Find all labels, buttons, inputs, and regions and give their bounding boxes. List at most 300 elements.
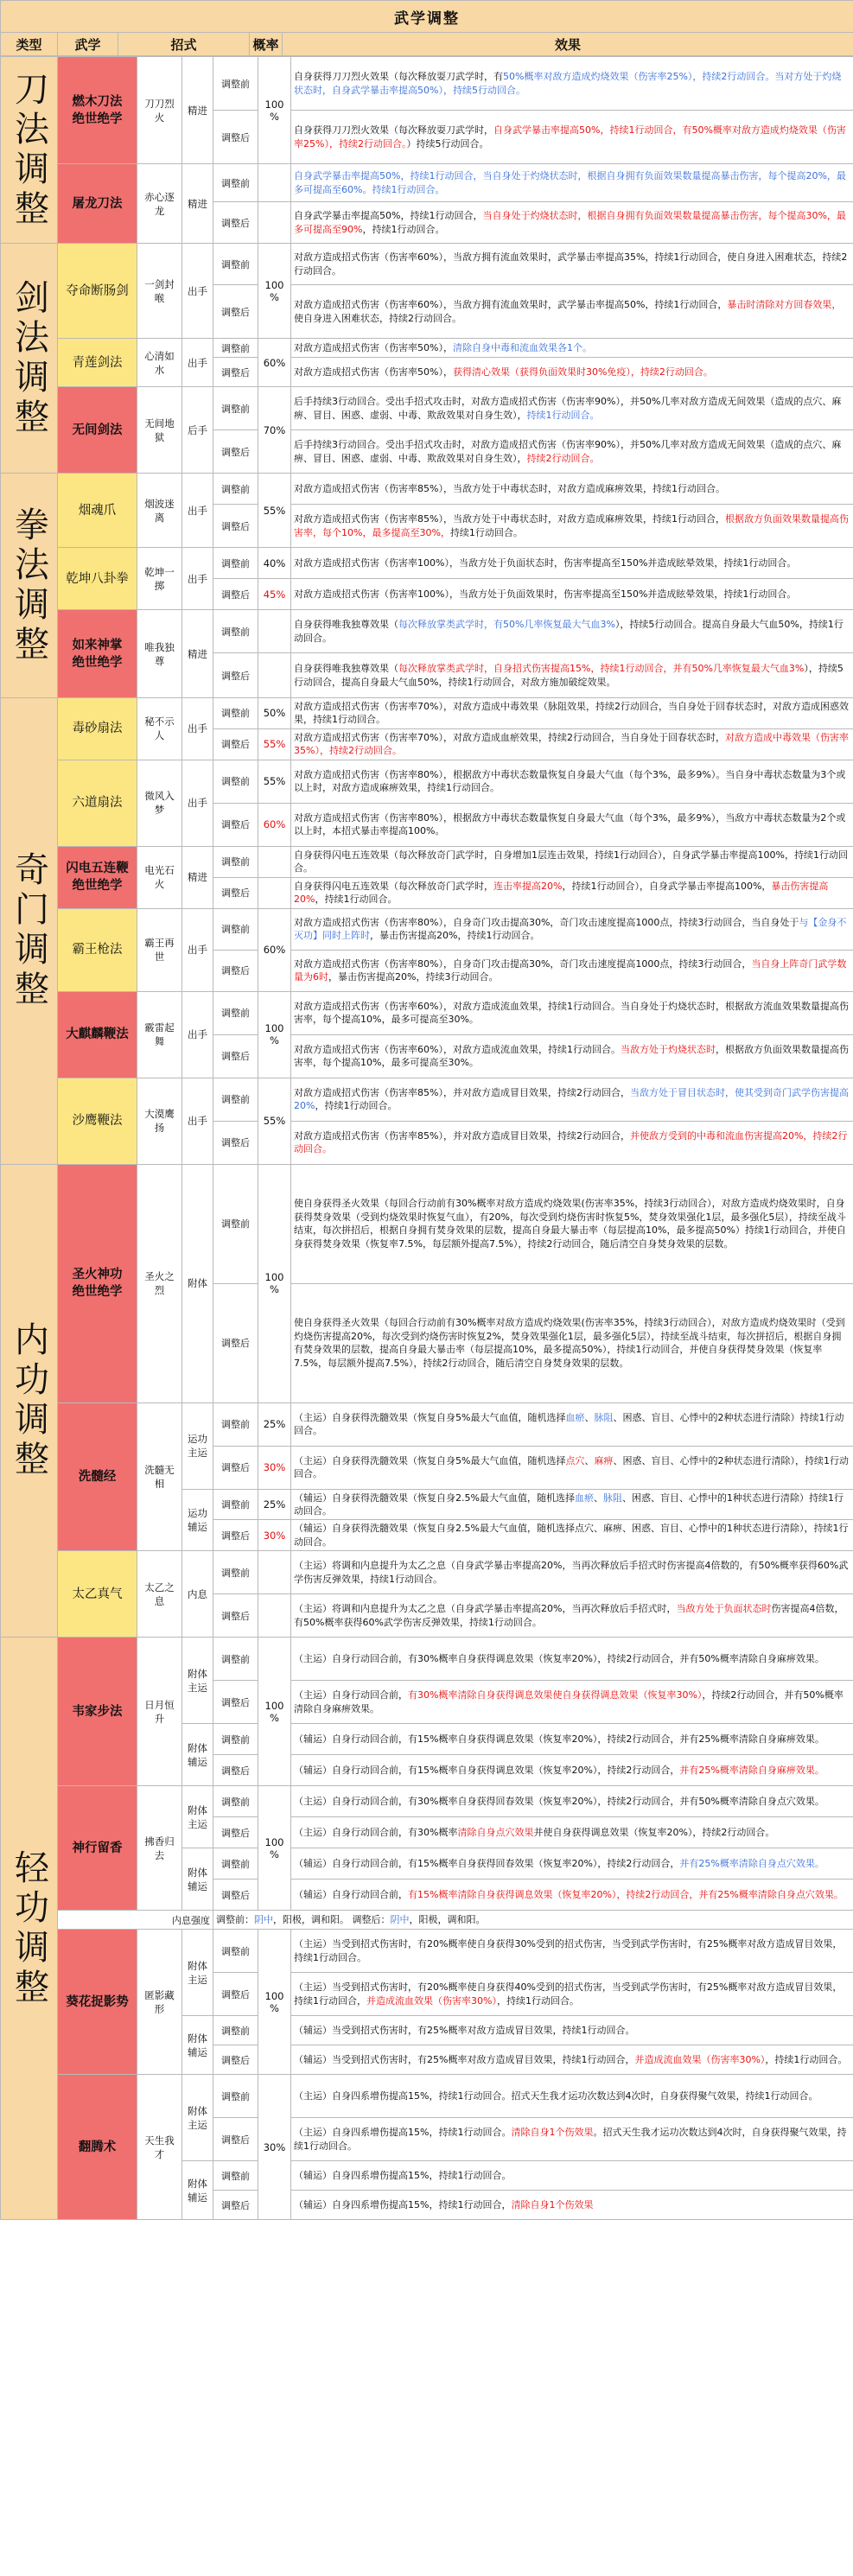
- effect-after-shenxing-1-seg: 并使自身获得调息效果（恢复率20%），持续2行动回合。: [533, 1827, 775, 1839]
- effect-before-rulai: [291, 610, 853, 653]
- effect-before-fanteng-2: [291, 2161, 853, 2191]
- skill-shandian: 闪电五连鞭 绝世绝学: [58, 846, 137, 908]
- type-xisui-main: 运功主运: [182, 1402, 213, 1489]
- stage-before-shaying: 调整前: [213, 1078, 258, 1121]
- move-wujian: 无间地狱: [137, 387, 182, 474]
- stage-after-xisui-2: 调整后: [213, 1520, 258, 1551]
- effect-after-fanteng-2: [291, 2191, 853, 2220]
- stage-before-burn: 调整前: [213, 57, 258, 111]
- effect-after-rulai-seg: ），持续5行动回合，提高自身最大气血50%，持续1行动回合，对敌方施加破绽效果。: [294, 663, 843, 688]
- effect-before-yanhun: [291, 474, 853, 505]
- rate-qingxuan: 60%: [258, 339, 291, 387]
- effect-after-fanteng-1-seg: 清除自身1个伤效果: [511, 2127, 594, 2139]
- stage-after-shenxing-1: 调整后: [213, 1817, 258, 1848]
- rate-after-qiankun: 45%: [258, 579, 291, 610]
- effect-before-liudao-seg: 对敌方造成招式伤害（伤害率80%），根据敌方中毒状态数量恢复自身最大气血（每个3%，最多9%）。当自身中毒状态数量为3个或以上时，对敌方造成麻痹效果，持续1行动回合。: [294, 768, 846, 794]
- effect-after-daqilin: [291, 1034, 853, 1078]
- rate-shenghuo: 100%: [258, 1164, 291, 1402]
- stage-after-shenghuo: 调整后: [213, 1283, 258, 1402]
- effect-after-kuihua-2-seg: ，持续1行动回合。: [765, 2054, 848, 2066]
- effect-after-kuihua-1: [291, 1973, 853, 2016]
- type-kuihua-aux: 附体 辅运: [182, 2016, 213, 2075]
- effect-before-qiankun-seg: 对敌方造成招式伤害（伤害率100%），当敌方处于负面状态时，伤害率提高至150%并造成眩晕效果，持续1行动回合。: [294, 557, 797, 569]
- rate-after-taiyi: [258, 1594, 291, 1638]
- effect-after-xisui-2-seg: （辅运）自身获得洗髓效果（恢复自身2.5%最大气血值，随机选择点穴、麻痹、困惑、盲目、心悸中的1种状态进行清除），持续1行动回合。: [294, 1523, 849, 1548]
- effect-before-shaying: [291, 1078, 853, 1121]
- effect-before-kuihua-1-seg: （主运）当受到招式伤害时，有20%概率使自身获得30%受到的招式伤害，当受到武学伤害时，有25%概率对敌方造成冒目效果，持续1行动回合。: [294, 1938, 843, 1963]
- category-fist: 拳法调整: [1, 474, 58, 698]
- effect-before-tulong: [291, 164, 853, 202]
- skill-rulai: 如来神掌 绝世绝学: [58, 610, 137, 698]
- effect-before-dusha-seg: 脉阻效果，持续2行动回合，当自身处于回春状态时，对敌方造成困惑效果，持续1行动回合。: [294, 701, 849, 726]
- effect-before-xisui-2-seg: （辅运）自身获得洗髓效果（恢复自身2.5%最大气血值，随机选择: [294, 1492, 575, 1504]
- effect-before-bawang-seg: ，暴击伤害提高20%，持续1行动回合。: [370, 930, 540, 942]
- neixi-before-seg: 阴中: [254, 1914, 273, 1926]
- effect-before-xisui-1-seg: 脉阻: [594, 1411, 614, 1423]
- effect-before-dusha-seg: 对敌方造成招式伤害（伤害率70%），对敌方造成中毒效果（: [294, 701, 548, 712]
- type-dusha: 出手: [182, 698, 213, 760]
- effect-before-shaying-seg: 对敌方造成招式伤害（伤害率85%），并对敌方造成冒目效果，持续2行动回合，: [294, 1086, 630, 1098]
- effect-before-xisui-2: [291, 1489, 853, 1520]
- type-rulai: 精进: [182, 610, 213, 698]
- skill-shenxing: 神行留香: [58, 1786, 137, 1911]
- effect-before-wujian-seg: 持续1行动回合。: [526, 409, 600, 421]
- type-burn: 精进: [182, 57, 213, 164]
- effect-before-tulong-seg: 自身武学暴击率提高50%，持续1行动回合，当自身处于灼烧状态时，根据自身拥有负面效果数量提高暴击伤害，每个提高20%，最多可提高至60%。持续1行动回合。: [294, 170, 846, 195]
- rate-xisui-3: 25%: [258, 1489, 291, 1520]
- effect-after-shandian-seg: 暴击伤害提高20%: [294, 880, 829, 906]
- move-xisui: 洗髓无相: [137, 1402, 182, 1551]
- type-bawang: 出手: [182, 908, 213, 991]
- effect-after-burn-seg: 自身获得刀刀烈火效果（每次释放耍刀武学时，: [294, 124, 493, 137]
- skill-fanteng: 翻腾术: [58, 2075, 137, 2220]
- effect-after-daqilin-seg: 对敌方造成招式伤害（伤害率60%），对敌方造成流血效果，持续1行动回合。: [294, 1043, 621, 1055]
- effect-after-tulong-seg: 当自身处于灼烧状态时，根据自身拥有负面效果数量提高暴击伤害，每个提高30%，最多可提高至90%: [294, 210, 846, 235]
- effect-before-bawang-seg: 与【金身不灭功】同时上阵时: [294, 916, 847, 942]
- rate-weijia: 100%: [258, 1638, 291, 1786]
- neixi-before-seg: ，阳极，调和阳。: [273, 1914, 349, 1926]
- effect-after-kuihua-1-seg: 并造成流血效果（伤害率30%）: [366, 1994, 497, 2007]
- stage-before-xisui-1: 调整前: [213, 1402, 258, 1446]
- type-shenghuo: 附体: [182, 1164, 213, 1402]
- effect-before-burn-seg: 50%概率: [503, 71, 544, 83]
- effect-after-fanteng-1: [291, 2118, 853, 2161]
- move-qingxuan: 心清如水: [137, 339, 182, 387]
- effect-before-kuihua-1: [291, 1930, 853, 1973]
- effect-before-liudao: [291, 760, 853, 803]
- effect-before-kuihua-2-seg: （辅运）当受到招式伤害时，有25%概率对敌方造成冒目效果，持续1行动回合。: [294, 2025, 635, 2037]
- header-move: 招式: [118, 33, 250, 56]
- type-liudao: 出手: [182, 760, 213, 846]
- skill-weijia: 韦家步法: [58, 1638, 137, 1786]
- stage-before-shenghuo: 调整前: [213, 1164, 258, 1283]
- stage-before-liudao: 调整前: [213, 760, 258, 803]
- move-kuihua: 匿影藏形: [137, 1930, 182, 2075]
- stage-before-daqilin: 调整前: [213, 991, 258, 1034]
- effect-before-shaying-seg: ，持续1行动回合。: [315, 1100, 398, 1112]
- effect-after-shandian: [291, 877, 853, 908]
- effect-after-yanhun-seg: 持续1行动回合。: [449, 526, 523, 538]
- rate-before-liudao: 55%: [258, 760, 291, 803]
- effect-after-taiyi-seg: （主运）将调和内息提升为太乙之息（自身武学暴击率提高20%，当再次释放后手招式时，: [294, 1603, 677, 1615]
- stage-after-fanteng-2: 调整后: [213, 2191, 258, 2220]
- effect-after-shenxing-2-seg: （辅运）自身行动回合前，: [294, 1889, 408, 1901]
- move-daqilin: 霰雷起舞: [137, 991, 182, 1078]
- effect-before-weijia-2-seg: （辅运）自身行动回合前，有15%概率自身获得调息效果（恢复率20%），持续2行动回合，并有25%概率清除自身麻痹效果。: [294, 1733, 824, 1746]
- effect-after-qingxuan-seg: 获得清心效果（获得负面效果时30%免疫），持续2行动回合。: [452, 366, 713, 378]
- stage-before-xisui-2: 调整前: [213, 1489, 258, 1520]
- type-weijia-main: 附体 主运: [182, 1638, 213, 1724]
- skill-xisui: 洗髓经: [58, 1402, 137, 1551]
- effect-after-tulong-seg: 自身武学暴击率提高50%，持续1行动回合，: [294, 210, 483, 222]
- stage-before-dusha: 调整前: [213, 698, 258, 729]
- skill-rows: [0, 56, 853, 2220]
- rate-xisui-2: 30%: [258, 1446, 291, 1489]
- effect-before-duoming-seg: 对敌方造成招式伤害（伤害率60%），当敌方拥有流血效果时，武学暴击率提高35%，持续1行动回合，使自身进入困难状态，持续2行动回合。: [294, 251, 848, 277]
- effect-after-daqilin-seg: ，根据敌方负面效果数量提高伤害率，每个提高10%，最多可提高至30%。: [294, 1043, 849, 1069]
- effect-after-duoming-seg: 使自身进入困难状态，持续2行动回合。: [294, 312, 462, 324]
- skill-kuihua: 葵花捉影势: [58, 1930, 137, 2075]
- effect-before-xisui-2-seg: 脉阻: [602, 1492, 622, 1504]
- effect-after-wujian-seg: 后手持续3行动回合。受出手招式攻击时，对敌方造成招式伤害（伤害率90%），并50%几率对敌方造成无间效果（造成的点穴、麻痹、冒目、困惑、虚弱、中毒、欺敌效果对自身生效），: [294, 439, 842, 464]
- stage-before-fanteng-2: 调整前: [213, 2161, 258, 2191]
- effect-after-wujian-seg: 持续2行动回合。: [526, 452, 600, 464]
- type-fanteng-aux: 附体 辅运: [182, 2161, 213, 2220]
- effect-after-tulong-seg: ，持续1行动回合。: [362, 223, 445, 235]
- effect-after-bawang-seg: ，暴击伤害提高20%，持续3行动回合。: [328, 971, 499, 983]
- effect-after-rulai-seg: 自身获得唯我独尊效果（: [294, 663, 398, 675]
- effect-after-shenghuo-seg: 使自身获得圣火效果（每回合行动前有30%概率对敌方造成灼烧效果(伤害率35%，持续3行动回合），对敌方造成灼烧效果时（受到灼烧伤害提高20%，每次受到灼烧伤害时恢复2%，焚身效果强化1层，最多强化5层），持续至战斗结束，每次拼招后，根据自身拥有焚身效果的层数，提高自身最大暴击率（每层提高10%，最多提高50%），持续1行动回合，并使自身获得焚身效果（恢复率7.5%，每层额外提高7.5%），持续2行动回合，随后清空自身焚身效果的层数。: [294, 1317, 845, 1369]
- effect-before-wujian-seg: 后手持续3行动回合。受出手招式攻击时，对敌方造成招式伤害（伤害率90%），并50%几率对敌方造成无间效果（造成的点穴、麻痹、冒目、困惑、虚弱、中毒、欺敌效果对自身生效），: [294, 396, 842, 421]
- stage-before-duoming: 调整前: [213, 244, 258, 285]
- effect-before-bawang: [291, 908, 853, 950]
- skill-wujian: 无间剑法: [58, 387, 137, 474]
- rate-before-qiankun: 40%: [258, 548, 291, 579]
- skill-qingxuan: 青莲剑法: [58, 339, 137, 387]
- effect-after-kuihua-1-seg: （主运）当受到招式伤害时，有20%概率使自身获得40%受到的招式伤害，当受到武学伤害时，有25%概率对敌方造成冒目效果，持续1行动回合，: [294, 1981, 843, 2007]
- effect-after-duoming-seg: 对敌方造成招式伤害（伤害率60%），当敌方拥有流血效果时，武学暴击率提高50%，持续1行动回合，: [294, 299, 728, 311]
- move-shaying: 大漠鹰扬: [137, 1078, 182, 1164]
- effect-after-shenxing-2: [291, 1880, 853, 1911]
- effect-after-fanteng-2-seg: （辅运）自身四系增伤提高15%，持续1行动回合，: [294, 2199, 512, 2211]
- stage-after-shenxing-2: 调整后: [213, 1880, 258, 1911]
- rate-before-tulong: [258, 164, 291, 202]
- rate-xisui-1: 25%: [258, 1402, 291, 1446]
- effect-before-shenghuo-seg: 使自身获得圣火效果（每回合行动前有30%概率对敌方造成灼烧效果(伤害率35%，持续3行动回合），对敌方造成灼烧效果时，自身获得焚身效果（受到灼烧效果时恢复气血），有20%，每次受到灼烧伤害时恢复5%，焚身效果强化1层，最多强化5层），持续至战斗结束，每次拼招后，根据自身拥有焚身效果的层数，提高自身最大暴击率（每层提高10%，最多提高50%）持续1行动回合，并使自身获得焚身效果（恢复率7.5%，每层额外提高7.5%），持续2行动回合，随后清空自身焚身效果的层数。: [294, 1198, 846, 1250]
- stage-after-fanteng-1: 调整后: [213, 2118, 258, 2161]
- effect-after-xisui-1: [291, 1446, 853, 1489]
- skill-qiankun: 乾坤八卦拳: [58, 548, 137, 610]
- type-shenxing-aux: 附体 辅运: [182, 1848, 213, 1911]
- stage-before-weijia-2: 调整前: [213, 1724, 258, 1755]
- effect-after-shenxing-2-seg: 并有25%概率清除自身点穴效果。: [698, 1889, 843, 1901]
- move-shenxing: 拂香归去: [137, 1786, 182, 1911]
- stage-before-fanteng-1: 调整前: [213, 2075, 258, 2118]
- effect-before-xisui-1-seg: 、困惑、盲目、心悸中的2种状态进行清除）持续1行动回合。: [294, 1411, 844, 1437]
- effect-after-shenxing-1: [291, 1817, 853, 1848]
- stage-before-kuihua-1: 调整前: [213, 1930, 258, 1973]
- type-shaying: 出手: [182, 1078, 213, 1164]
- category-light: 轻功调整: [1, 1638, 58, 2220]
- skill-bawang: 霸王枪法: [58, 908, 137, 991]
- effect-after-weijia-2: [291, 1755, 853, 1786]
- effect-after-xisui-2: [291, 1520, 853, 1551]
- effect-after-shandian-seg: 自身获得闪电五连效果（每次释放奇门武学时，: [294, 880, 493, 892]
- move-weijia: 日月恒升: [137, 1638, 182, 1786]
- effect-after-fanteng-1-seg: （主运）自身四系增伤提高15%，持续1行动回合。: [294, 2127, 512, 2139]
- stage-before-qiankun: 调整前: [213, 548, 258, 579]
- rate-duoming: 100%: [258, 244, 291, 339]
- move-dusha: 秘不示人: [137, 698, 182, 760]
- effect-after-kuihua-1-seg: ，持续1行动回合。: [496, 1994, 579, 2007]
- stage-after-xisui-1: 调整后: [213, 1446, 258, 1489]
- effect-before-burn: [291, 57, 853, 111]
- effect-after-kuihua-2-seg: 并造成流血效果（伤害率30%）: [634, 2054, 766, 2066]
- type-tulong: 精进: [182, 164, 213, 244]
- effect-after-shenxing-1-seg: 清除自身点穴效果: [457, 1827, 534, 1839]
- rate-before-rulai: [258, 610, 291, 653]
- header-effect: 效果: [283, 33, 853, 56]
- type-weijia-aux: 附体 辅运: [182, 1724, 213, 1786]
- move-duoming: 一剑封喉: [137, 244, 182, 339]
- rate-burn: 100%: [258, 57, 291, 164]
- neixi-after-seg: 阴中: [390, 1914, 410, 1926]
- effect-after-duoming-seg: 暴击时清除对方回春效果，: [727, 299, 842, 311]
- category-blade: 刀法调整: [1, 57, 58, 244]
- header-rate: 概率: [250, 33, 283, 56]
- effect-after-taiyi-seg: 伤害提高4倍数，有50%概率获得60%武学伤害反弹效果，持续1行动回合。: [294, 1603, 844, 1628]
- effect-after-yanhun-seg: 根据敌方负面效果数量提高伤害率，每个10%，最多提高至30%，: [294, 513, 849, 538]
- stage-after-shaying: 调整后: [213, 1121, 258, 1164]
- effect-before-rulai-seg: 自身获得唯我独尊效果（: [294, 619, 398, 631]
- type-taiyi: 内息: [182, 1551, 213, 1638]
- rate-after-tulong: [258, 202, 291, 244]
- stage-before-kuihua-2: 调整前: [213, 2016, 258, 2045]
- stage-after-weijia-1: 调整后: [213, 1681, 258, 1724]
- effect-after-xisui-1-seg: 点穴: [565, 1454, 585, 1466]
- rate-after-liudao: 60%: [258, 803, 291, 846]
- type-yanhun: 出手: [182, 474, 213, 548]
- effect-before-daqilin: [291, 991, 853, 1034]
- stage-after-duoming: 调整后: [213, 285, 258, 339]
- skill-liudao: 六道扇法: [58, 760, 137, 846]
- stage-before-bawang: 调整前: [213, 908, 258, 950]
- effect-before-fanteng-2-seg: （辅运）自身四系增伤提高15%，持续1行动回合。: [294, 2170, 512, 2182]
- header-skill: 武学: [58, 33, 118, 56]
- effect-after-rulai-seg: 每次释放掌类武学时，自身招式伤害提高15%，持续1行动回合，并有50%几率恢复最大气血3%: [398, 663, 805, 675]
- effect-before-shenghuo: [291, 1164, 853, 1283]
- rate-daqilin: 100%: [258, 991, 291, 1078]
- category-sword: 剑法调整: [1, 244, 58, 474]
- stage-after-qiankun: 调整后: [213, 579, 258, 610]
- stage-before-wujian: 调整前: [213, 387, 258, 430]
- effect-after-weijia-1: [291, 1681, 853, 1724]
- effect-after-rulai: [291, 653, 853, 698]
- effect-before-weijia-2: [291, 1724, 853, 1755]
- neixi-after-seg: ，阳极，调和阳。: [409, 1914, 486, 1926]
- effect-before-shenxing-2-seg: 并有25%概率清除自身点穴效果。: [679, 1858, 824, 1870]
- effect-before-daqilin-seg: 对敌方造成招式伤害（伤害率60%），对敌方造成流血效果，持续1行动回合。当自身处于灼烧状态时，根据敌方流血效果数量提高伤害率，每个提高10%，最多可提高至30%。: [294, 1000, 849, 1026]
- effect-before-duoming: [291, 244, 853, 285]
- effect-after-dusha-seg: 对敌方造成中毒效果（伤害率35%），持续2行动回合。: [294, 731, 849, 757]
- rate-fanteng: 30%: [258, 2075, 291, 2220]
- rate-bawang: 60%: [258, 908, 291, 991]
- effect-before-shenxing-2-seg: （辅运）自身行动回合前，有15%概率自身获得回春效果（恢复率20%），持续2行动回合，: [294, 1858, 680, 1870]
- neixi-after-seg: 调整后：: [352, 1914, 391, 1926]
- effect-after-burn-seg: ）持续5行动回合。: [406, 137, 489, 149]
- effect-before-dusha: [291, 698, 853, 729]
- effect-after-shaying-seg: 对敌方造成招式伤害（伤害率85%），并对敌方造成冒目效果，持续2行动回合，: [294, 1129, 630, 1142]
- type-xisui-aux: 运功辅运: [182, 1489, 213, 1551]
- effect-before-qiankun: [291, 548, 853, 579]
- effect-after-qingxuan: [291, 358, 853, 387]
- effect-after-xisui-1-seg: 、困惑、盲目、心悸中的2种状态进行清除），持续1行动回合。: [294, 1454, 849, 1480]
- move-fanteng: 天生我才: [137, 2075, 182, 2220]
- effect-after-liudao: [291, 803, 853, 846]
- rate-after-shandian: [258, 877, 291, 908]
- stage-after-shandian: 调整后: [213, 877, 258, 908]
- stage-after-wujian: 调整后: [213, 430, 258, 474]
- stage-after-bawang: 调整后: [213, 950, 258, 991]
- effect-before-xisui-1-seg: 、: [584, 1411, 595, 1423]
- effect-after-weijia-2-seg: （辅运）自身行动回合前，有15%概率自身获得调息效果（恢复率20%），持续2行动回合，: [294, 1765, 680, 1777]
- stage-after-daqilin: 调整后: [213, 1034, 258, 1078]
- stage-before-taiyi: 调整前: [213, 1551, 258, 1594]
- effect-after-xisui-1-seg: （主运）自身获得洗髓效果（恢复自身5%最大气血值，随机选择: [294, 1454, 566, 1466]
- header-type: 类型: [1, 33, 58, 56]
- stage-before-yanhun: 调整前: [213, 474, 258, 505]
- move-qiankun: 乾坤一掷: [137, 548, 182, 610]
- stage-after-burn: 调整后: [213, 111, 258, 164]
- rate-yanhun: 55%: [258, 474, 291, 548]
- effect-after-burn: [291, 111, 853, 164]
- effect-before-weijia-1: [291, 1638, 853, 1681]
- effect-after-shaying: [291, 1121, 853, 1164]
- type-duoming: 出手: [182, 244, 213, 339]
- effect-before-qingxuan-seg: 清除自身中毒和流血效果各1个。: [452, 341, 592, 353]
- effect-after-qiankun-seg: 对敌方造成招式伤害（伤害率100%），当敌方处于负面效果时，伤害率提高至150%并造成眩晕效果，持续1行动回合。: [294, 588, 797, 600]
- stage-after-taiyi: 调整后: [213, 1594, 258, 1638]
- stage-after-dusha: 调整后: [213, 728, 258, 760]
- effect-before-shenxing-1-seg: （主运）自身行动回合前，有30%概率自身获得回春效果（恢复率20%），持续2行动回合，并有50%概率清除自身点穴效果。: [294, 1796, 824, 1808]
- move-yanhun: 烟波迷离: [137, 474, 182, 548]
- effect-after-daqilin-seg: 当敌方处于灼烧状态时: [620, 1043, 716, 1055]
- effect-after-fanteng-2-seg: 清除自身1个伤效果: [511, 2199, 594, 2211]
- effect-before-xisui-2-seg: 血瘀: [574, 1492, 594, 1504]
- stage-after-rulai: 调整后: [213, 653, 258, 698]
- effect-after-bawang-seg: 对敌方造成招式伤害（伤害率80%），自身奇门攻击提高30%，奇门攻击速度提高1000点，持续3行动回合，: [294, 957, 752, 970]
- effect-before-xisui-1-seg: （主运）自身获得洗髓效果（恢复自身5%最大气血值，随机选择: [294, 1411, 566, 1423]
- effect-after-qingxuan-seg: 对敌方造成招式伤害（伤害率50%），: [294, 366, 453, 378]
- effect-before-shandian: [291, 846, 853, 877]
- skill-adjustment-table: [0, 0, 853, 56]
- effect-before-wujian: [291, 387, 853, 430]
- effect-after-shenghuo: [291, 1283, 853, 1402]
- type-qingxuan: 出手: [182, 339, 213, 387]
- skill-tulong: 屠龙刀法: [58, 164, 137, 244]
- effect-before-bawang-seg: 对敌方造成招式伤害（伤害率80%），自身奇门攻击提高30%，奇门攻击速度提高1000点，持续3行动回合，当自身处于: [294, 916, 799, 928]
- category-inner: 内功调整: [1, 1164, 58, 1638]
- effect-before-xisui-2-seg: 、: [593, 1492, 603, 1504]
- effect-before-shenxing-2: [291, 1848, 853, 1880]
- effect-before-qingxuan: [291, 339, 853, 358]
- effect-after-tulong: [291, 202, 853, 244]
- move-shandian: 电光石火: [137, 846, 182, 908]
- skill-yanhun: 烟魂爪: [58, 474, 137, 548]
- effect-before-fanteng-1-seg: （主运）自身四系增伤提高15%，持续1行动回合。招式天生我才运功次数达到4次时，自身获得聚气效果，持续1行动回合。: [294, 2090, 818, 2102]
- rate-shaying: 55%: [258, 1078, 291, 1164]
- skill-shaying: 沙鹰鞭法: [58, 1078, 137, 1164]
- effect-before-xisui-1-seg: 血瘀: [565, 1411, 585, 1423]
- type-fanteng-main: 附体 主运: [182, 2075, 213, 2161]
- skill-shenghuo: 圣火神功 绝世绝学: [58, 1164, 137, 1402]
- effect-before-shandian-seg: 自身获得闪电五连效果（每次释放奇门武学时，自身增加1层连击效果，持续1行动回合），自身武学暴击率提高100%，持续1行动回合。: [294, 849, 848, 875]
- effect-after-shandian-seg: 连击率提高20%: [493, 880, 563, 892]
- stage-before-qingxuan: 调整前: [213, 339, 258, 358]
- stage-before-rulai: 调整前: [213, 610, 258, 653]
- skill-burn: 燃木刀法 绝世绝学: [58, 57, 137, 164]
- type-daqilin: 出手: [182, 991, 213, 1078]
- rate-wujian: 70%: [258, 387, 291, 474]
- effect-after-xisui-1-seg: 、: [584, 1454, 595, 1466]
- effect-before-xisui-1: [291, 1402, 853, 1446]
- rate-shenxing: 100%: [258, 1786, 291, 1911]
- effect-after-fanteng-1-seg: 。招式天生我才运功次数达到4次时，自身获得聚气效果，持续1行动回合。: [294, 2127, 847, 2152]
- type-shenxing-main: 附体 主运: [182, 1786, 213, 1848]
- rate-after-rulai: [258, 653, 291, 698]
- stage-before-shandian: 调整前: [213, 846, 258, 877]
- effect-after-shenxing-1-seg: （主运）自身行动回合前，有30%概率: [294, 1827, 458, 1839]
- effect-before-weijia-1-seg: （主运）自身行动回合前，有30%概率自身获得调息效果（恢复率20%），持续2行动回合，并有50%概率清除自身麻痹效果。: [294, 1653, 824, 1665]
- effect-after-kuihua-2: [291, 2045, 853, 2075]
- effect-before-shenxing-1: [291, 1786, 853, 1817]
- effect-before-burn-seg: 自身获得刀刀烈火效果（每次释放耍刀武学时，有: [294, 71, 503, 83]
- effect-after-shenxing-2-seg: 有15%概率清除自身获得调息效果（恢复率20%），持续2行动回合，: [408, 1889, 699, 1901]
- effect-after-shaying-seg: 并使敌方受到的中毒和流血伤害提高20%，持续2行动回合。: [294, 1129, 848, 1155]
- effect-after-kuihua-2-seg: （辅运）当受到招式伤害时，有25%概率对敌方造成冒目效果，持续1行动回合，: [294, 2054, 635, 2066]
- move-tulong: 赤心逐龙: [137, 164, 182, 244]
- rate-before-shandian: [258, 846, 291, 877]
- effect-before-yanhun-seg: 对敌方造成招式伤害（伤害率85%），当敌方处于中毒状态时，对敌方造成麻痹效果，持续1行动回合。: [294, 482, 725, 494]
- rate-xisui-4: 30%: [258, 1520, 291, 1551]
- effect-after-wujian: [291, 430, 853, 474]
- effect-after-yanhun: [291, 505, 853, 548]
- effect-after-xisui-1-seg: 麻痹: [594, 1454, 614, 1466]
- rate-before-dusha: 50%: [258, 698, 291, 729]
- effect-before-taiyi-seg: （主运）将调和内息提升为太乙之息（自身武学暴击率提高20%，当再次释放后手招式时伤害提高4倍数的，有50%概率获得60%武学伤害反弹效果，持续1行动回合。: [294, 1560, 849, 1585]
- move-shenghuo: 圣火之烈: [137, 1164, 182, 1402]
- rate-before-taiyi: [258, 1551, 291, 1594]
- effect-after-weijia-1-seg: （主运）自身行动回合前，: [294, 1689, 408, 1701]
- skill-dusha: 毒砂扇法: [58, 698, 137, 760]
- effect-before-fanteng-1: [291, 2075, 853, 2118]
- effect-after-burn-seg: 自身武学暴击率提高50%，持续1行动回合，有50%概率对敌方造成灼烧效果（伤害率25%），持续2行动回合。: [294, 124, 846, 149]
- effect-after-qiankun: [291, 579, 853, 610]
- effect-after-weijia-1-seg: ，持续2行动回合，并有50%概率清除自身麻痹效果。: [294, 1689, 843, 1714]
- stage-after-liudao: 调整后: [213, 803, 258, 846]
- stage-after-yanhun: 调整后: [213, 505, 258, 548]
- effect-before-burn-seg: 对敌方造成灼烧效果（伤害率25%），持续2行动回合。当对方处于灼烧状态时，自身武学暴击率提高50%），持续5行动回合。: [294, 71, 842, 96]
- effect-before-kuihua-2: [291, 2016, 853, 2045]
- stage-before-shenxing-1: 调整前: [213, 1786, 258, 1817]
- effect-after-shandian-seg: ，持续1行动回合。: [315, 894, 398, 906]
- effect-after-liudao-seg: 对敌方造成招式伤害（伤害率80%），根据敌方中毒状态数量恢复自身最大气血（每个3%，最多9%），当敌方中毒状态数量为2个或以上时，本招式暴击率提高100%。: [294, 811, 846, 837]
- stage-before-weijia-1: 调整前: [213, 1638, 258, 1681]
- type-wujian: 后手: [182, 387, 213, 474]
- neixi-values: [213, 1911, 853, 1930]
- move-rulai: 唯我独尊: [137, 610, 182, 698]
- stage-after-kuihua-1: 调整后: [213, 1973, 258, 2016]
